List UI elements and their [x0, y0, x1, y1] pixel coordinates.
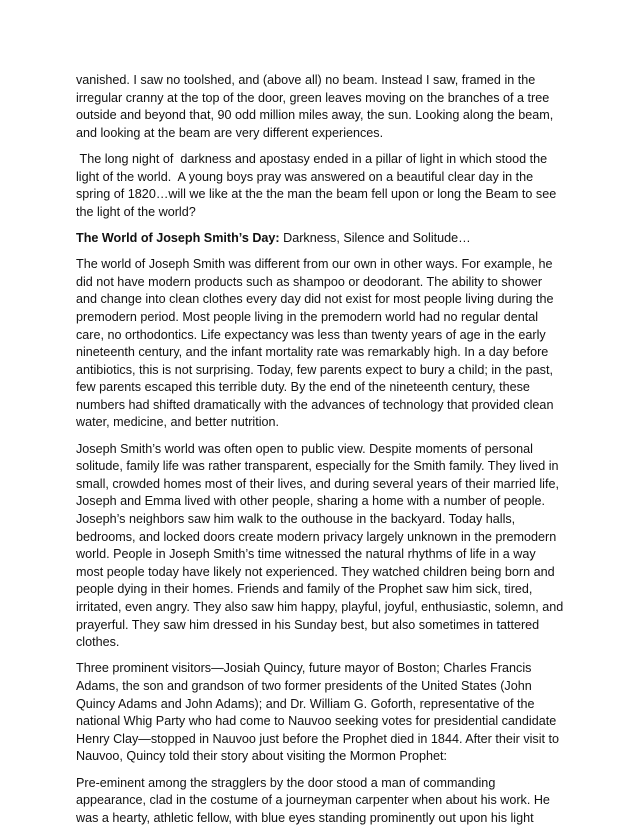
- section-heading-rest: Darkness, Silence and Solitude…: [279, 230, 471, 245]
- section-heading: [76, 230, 566, 248]
- paragraph-three-visitors: Three prominent visitors—Josiah Quincy, future mayor of Boston; Charles Francis Adams, the son and grandson of two former presidents of the United States (John Quincy Adams and John Adams); and Dr. William G. Goforth, representative of the national Whig Party who had come to Nauvoo seeking votes for presidential candidate Henry Clay—stopped in Nauvoo just before the Prophet died in 1844. After their visit to Nauvoo, Quincy told their story about visiting the Mormon Prophet:: [76, 661, 560, 764]
- paragraph-public-view: Joseph Smith’s world was often open to public view. Despite moments of personal solitude, family life was rather transparent, especially for the Smith family. They lived in small, crowded homes most of their lives, and during several years of their married life, Joseph and Emma lived with other people, sharing a home with a number of people. Joseph’s neighbors saw him walk to the outhouse in the backyard. Today halls, bedrooms, and locked doors create modern privacy largely unknown in the premodern world. People in Joseph Smith’s time witnessed the natural rhythms of life in a way most people today have likely not experienced. They watched children being born and people dying in their homes. Friends and family of the Prophet saw him sick, tired, irritated, even angry. They also saw him happy, playful, joyful, enthusiastic, solemn, and prayerful. They saw him dressed in his Sunday best, but also sometimes in tattered clothes.: [76, 441, 564, 650]
- paragraph-long-night: The long night of darkness and apostasy ended in a pillar of light in which stood the light of the world. A young boys pray was answered on a beautiful clear day in the spring of 1820…will we like at the the man the beam fell upon or long the Beam to see the light of the world?: [76, 151, 560, 219]
- document-page: [76, 72, 566, 836]
- section-heading-bold: The World of Joseph Smith’s Day:: [76, 230, 280, 245]
- paragraph-quote-pre-eminent: Pre-eminent among the stragglers by the door stood a man of commanding appearance, clad in the costume of a journeyman carpenter when about his work. He was a hearty, athletic fellow, with blue eyes standing prominently out upon his light: [76, 775, 550, 825]
- paragraph-beam-experience: vanished. I saw no toolshed, and (above all) no beam. Instead I saw, framed in the irregular cranny at the top of the door, green leaves moving on the branches of a tree outside and beyond that, 90 odd million miles away, the sun. Looking along the beam, and looking at the beam are very different experiences.: [76, 73, 554, 140]
- paragraph-world-different: The world of Joseph Smith was different from our own in other ways. For example, he did not have modern products such as shampoo or deodorant. The ability to shower and change into clean clothes every day did not exist for most people living during the premodern period. Most people living in the premodern world had no regular dental care, no orthodontics. Life expectancy was less than twenty years of age in the early nineteenth century, and the infant mortality rate was remarkably high. In a day before antibiotics, this is not surprising. Today, few parents expect to bury a child; in the past, few parents escaped this terrible duty. By the end of the nineteenth century, these numbers had shifted dramatically with the advances of technology that provided clean water, medicine, and better nutrition.: [76, 257, 554, 430]
